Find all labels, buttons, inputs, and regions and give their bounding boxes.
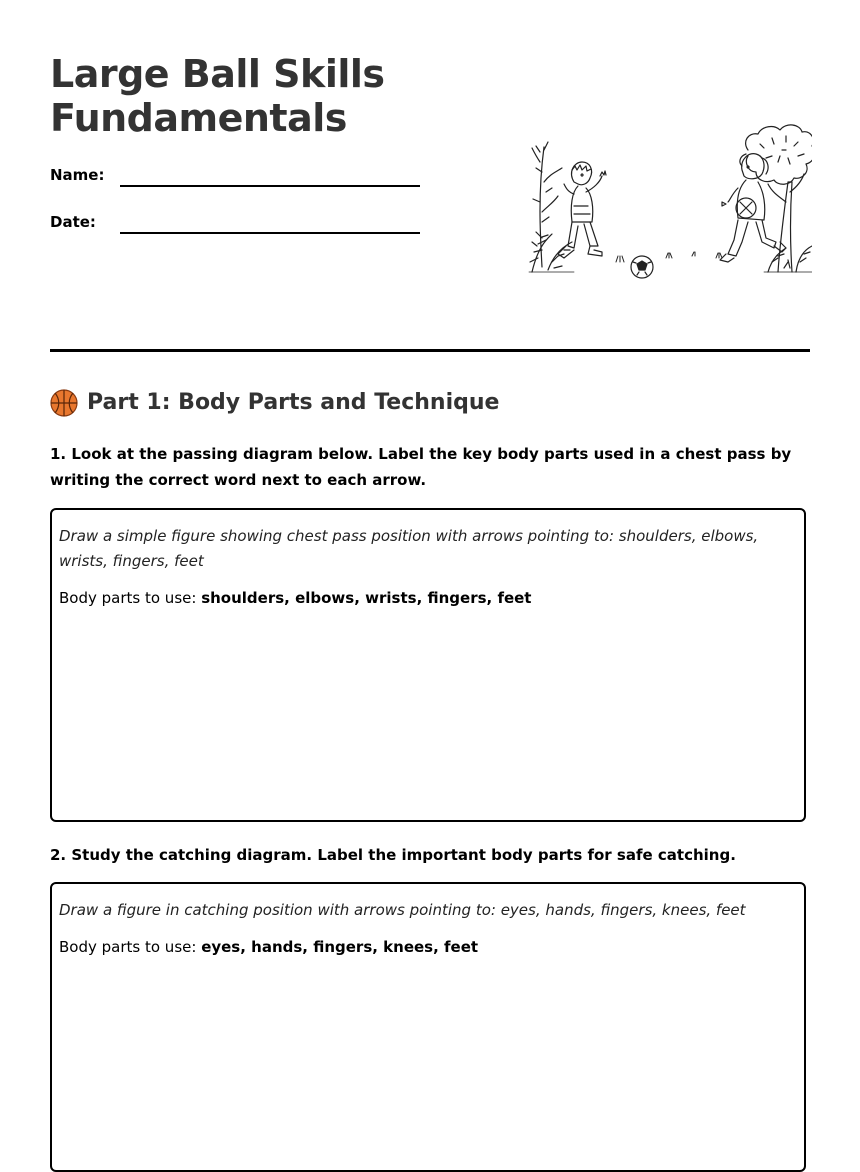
basketball-icon	[50, 389, 78, 417]
boy-figure-icon	[558, 162, 606, 258]
date-blank-line[interactable]	[120, 232, 420, 234]
date-field	[50, 212, 430, 242]
date-label: Date:	[50, 213, 96, 231]
name-field	[50, 165, 430, 195]
name-blank-line[interactable]	[120, 185, 420, 187]
question-2-parts-label: Body parts to use:	[59, 938, 202, 956]
question-1-drawing-box[interactable]	[50, 508, 806, 822]
question-1-parts-label: Body parts to use:	[59, 589, 202, 607]
question-2-prompt: 2. Study the catching diagram. Label the important body parts for safe catching.	[50, 846, 736, 864]
name-label: Name:	[50, 166, 105, 184]
question-1-body-parts	[59, 588, 797, 608]
children-playing-soccer-illustration	[528, 122, 812, 282]
soccer-ball-icon	[631, 256, 653, 278]
left-plant-icon	[529, 142, 574, 272]
worksheet-title: Large Ball Skills Fundamentals	[50, 52, 385, 140]
question-1-instruction: Draw a simple figure showing chest pass position with arrows pointing to: shoulders, elbows, wrists, fingers, feet	[59, 527, 759, 570]
question-1-prompt: 1. Look at the passing diagram below. Label the key body parts used in a chest pass by writing the correct word next to each arrow.	[50, 445, 792, 489]
question-2-body-parts	[59, 937, 797, 957]
question-2-drawing-box[interactable]	[50, 882, 806, 1172]
part1-heading-text: Part 1: Body Parts and Technique	[87, 390, 500, 415]
girl-figure-icon	[720, 154, 786, 262]
part1-heading	[50, 388, 499, 418]
grass-icon	[616, 252, 722, 262]
header-divider	[50, 349, 810, 352]
question-1-parts-list: shoulders, elbows, wrists, fingers, feet	[201, 589, 532, 607]
question-2-instruction: Draw a figure in catching position with arrows pointing to: eyes, hands, fingers, knees, feet	[59, 901, 746, 919]
question-2-parts-list: eyes, hands, fingers, knees, feet	[201, 938, 479, 956]
